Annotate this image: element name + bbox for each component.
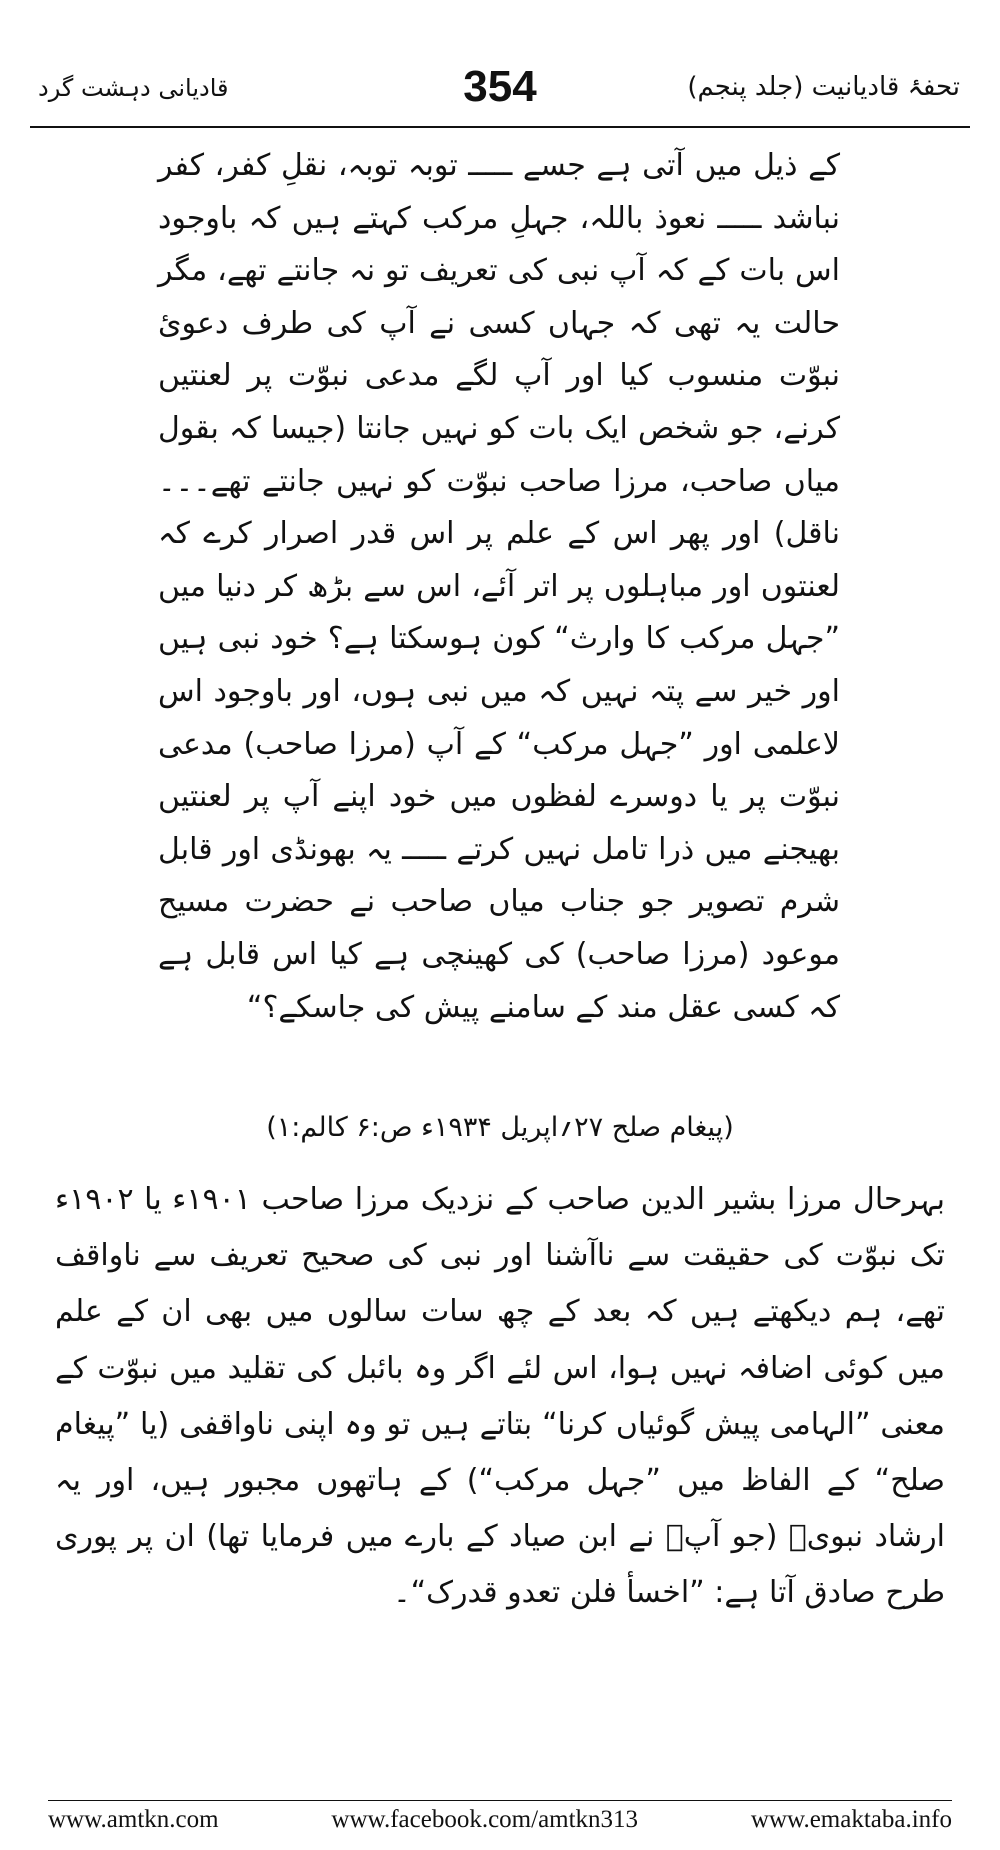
book-title: تحفۂ قادیانیت (جلد پنجم): [687, 72, 960, 102]
page-header: [30, 62, 970, 122]
quote-reference: (پیغام صلح ۲۷؍اپریل ۱۹۳۴ء ص:۶ کالم:۱): [266, 1112, 734, 1143]
page-footer: [48, 1806, 952, 1834]
page-number: 354: [463, 62, 537, 111]
footer-divider: [48, 1800, 952, 1801]
footer-link-amtkn[interactable]: www.amtkn.com: [48, 1806, 219, 1833]
quoted-passage: [158, 140, 840, 1034]
body-text: بہرحال مرزا بشیر الدین صاحب کے نزدیک مرزا صاحب ۱۹۰۱ء یا ۱۹۰۲ء تک نبوّت کی حقیقت سے ناآشنا اور نبی کی صحیح تعریف سے ناواقف تھے، ہم دیکھتے ہیں کہ بعد کے چھ سات سالوں میں بھی ان کے علم میں کوئی اضافہ نہیں ہوا، اس لئے اگر وہ بائبل کی تقلید میں نبوّت کے معنی ”الہامی پیش گوئیاں کرنا“ بتاتے ہیں تو وہ اپنی ناواقفی (یا ”پیغام صلح“ کے الفاظ میں ”جہل مرکب“) کے ہاتھوں مجبور ہیں، اور یہ ارشاد نبویؐ (جو آپؐ نے ابن صیاد کے بارے میں فرمایا تھا) ان پر پوری طرح صادق آتا ہے: ”اخسأ فلن تعدو قدرک“۔: [55, 1182, 945, 1611]
body-paragraph: [55, 1172, 945, 1622]
section-title: قادیانی دہشت گرد: [38, 74, 229, 102]
header-divider: [30, 126, 970, 128]
quote-text: کے ذیل میں آتی ہے جسے ـــــ توبہ توبہ، نقلِ کفر، کفر نباشد ـــــ نعوذ باللہ، جہلِ مرکب کہتے ہیں کہ باوجود اس بات کے کہ آپ نبی کی تعریف تو نہ جانتے تھے، مگر حالت یہ تھی کہ جہاں کسی نے آپ کی طرف دعویٔ نبوّت منسوب کیا اور آپ لگے مدعی نبوّت پر لعنتیں کرنے، جو شخص ایک بات کو نہیں جانتا (جیسا کہ بقول میاں صاحب، مرزا صاحب نبوّت کو نہیں جانتے تھے۔۔۔ ناقل) اور پھر اس کے علم پر اس قدر اصرار کرے کہ لعنتوں اور مباہلوں پر اتر آئے، اس سے بڑھ کر دنیا میں ”جہل مرکب کا وارث“ کون ہوسکتا ہے؟ خود نبی ہیں اور خیر سے پتہ نہیں کہ میں نبی ہوں، اور باوجود اس لاعلمی اور ”جہل مرکب“ کے آپ (مرزا صاحب) مدعی نبوّت پر یا دوسرے لفظوں میں خود اپنے آپ پر لعنتیں بھیجنے میں ذرا تامل نہیں کرتے ـــــ یہ بھونڈی اور قابل شرم تصویر جو جناب میاں صاحب نے حضرت مسیح موعود (مرزا صاحب) کی کھینچی ہے کیا اس قابل ہے کہ کسی عقل مند کے سامنے پیش کی جاسکے؟“: [158, 148, 840, 1025]
footer-link-emaktaba[interactable]: www.emaktaba.info: [750, 1806, 952, 1833]
footer-link-facebook[interactable]: www.facebook.com/amtkn313: [331, 1806, 639, 1833]
